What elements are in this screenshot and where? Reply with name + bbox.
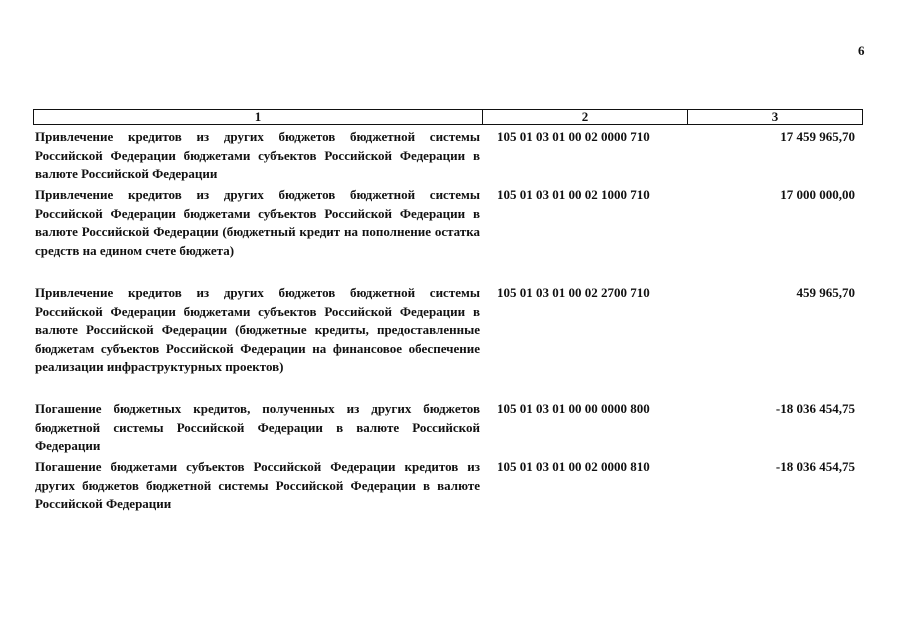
row-amount: 459 965,70 — [796, 285, 855, 300]
row-code: 105 01 03 01 00 00 0000 800 — [497, 401, 650, 416]
row-name: Привлечение кредитов из других бюджетов бюджетной системы Российской Федерации бюджетами субъектов Российской Федерации в валюте Российской Федерации (бюджетный кредит на пополнение остатка средств на едином счете бюджета) — [35, 187, 480, 258]
header-col-3: 3 — [771, 109, 779, 124]
header-col-1: 1 — [34, 110, 483, 124]
row-code: 105 01 03 01 00 02 0000 710 — [497, 129, 650, 144]
table-header — [33, 109, 863, 125]
row-code: 105 01 03 01 00 02 1000 710 — [497, 187, 650, 202]
row-amount: -18 036 454,75 — [775, 459, 855, 474]
row-name: Привлечение кредитов из других бюджетов бюджетной системы Российской Федерации бюджетами субъектов Российской Федерации в валюте Российской Федерации — [35, 129, 480, 181]
row-amount: 17 459 965,70 — [780, 129, 855, 144]
header-col-2: 2 — [483, 110, 688, 124]
row-name: Привлечение кредитов из других бюджетов бюджетной системы Российской Федерации бюджетами субъектов Российской Федерации в валюте Российской Федерации (бюджетные кредиты, предоставленные бюджетам субъектов Российской Федерации на финансовое обеспечение реализации инфраструктурных проектов) — [35, 285, 480, 374]
row-name: Погашение бюджетных кредитов, полученных из других бюджетов бюджетной системы Российской Федерации в валюте Российской Федерации — [35, 401, 480, 453]
row-code: 105 01 03 01 00 02 2700 710 — [497, 285, 650, 300]
row-name: Погашение бюджетами субъектов Российской Федерации кредитов из других бюджетов бюджетной системы Российской Федерации в валюте Российской Федерации — [35, 459, 480, 511]
page-number: 6 — [858, 43, 865, 58]
row-amount: 17 000 000,00 — [780, 187, 855, 202]
row-amount: -18 036 454,75 — [775, 401, 855, 416]
row-code: 105 01 03 01 00 02 0000 810 — [497, 459, 650, 474]
